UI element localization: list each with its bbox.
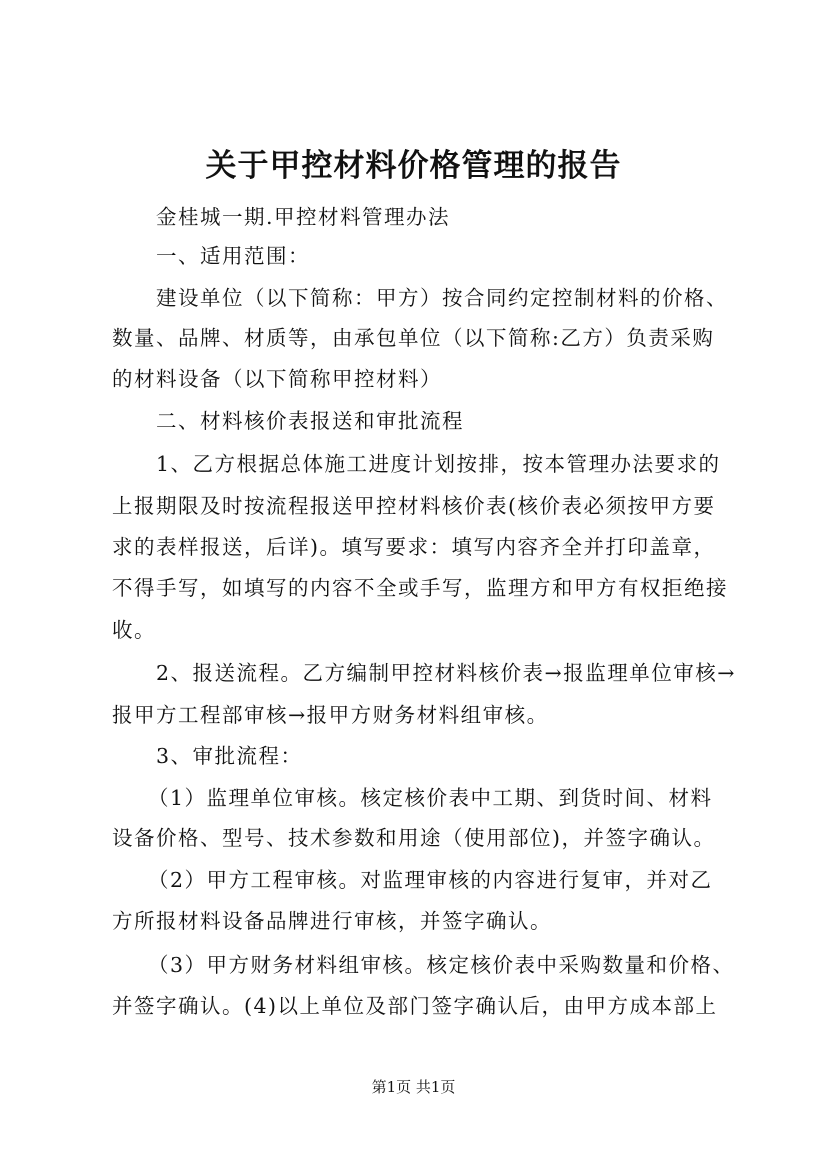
paragraph-line: 报甲方工程部审核→报甲方财务材料组审核。	[112, 703, 549, 727]
section-heading: 二、材料核价表报送和审批流程	[156, 409, 464, 433]
page-number-footer: 第1页 共1页	[371, 1078, 456, 1096]
paragraph-line: （2）甲方工程审核。对监理审核的内容进行复审，并对乙	[148, 868, 713, 892]
paragraph-line: 不得手写，如填写的内容不全或手写，监理方和甲方有权拒绝接	[112, 576, 728, 600]
paragraph-line: 方所报材料设备品牌进行审核，并签字确认。	[112, 909, 552, 933]
paragraph-line: 建设单位（以下简称：甲方）按合同约定控制材料的价格、	[156, 286, 728, 310]
paragraph-line: 并签字确认。(4)以上单位及部门签字确认后，由甲方成本部上	[112, 994, 718, 1018]
paragraph-line: 1、乙方根据总体施工进度计划按排，按本管理办法要求的	[156, 452, 721, 476]
paragraph-line: （1）监理单位审核。核定核价表中工期、到货时间、材料	[148, 786, 713, 810]
paragraph-line: 数量、品牌、材质等，由承包单位（以下简称:乙方）负责采购	[112, 326, 715, 350]
paragraph-line: 金桂城一期.甲控材料管理办法	[156, 205, 451, 229]
paragraph-line: 求的表样报送，后详)。填写要求：填写内容齐全并打印盖章，	[112, 535, 716, 559]
paragraph-line: 的材料设备（以下简称甲控材料）	[112, 367, 442, 391]
section-heading: 一、适用范围：	[156, 244, 310, 268]
document-title: 关于甲控材料价格管理的报告	[205, 148, 622, 184]
paragraph-line: 收。	[112, 618, 156, 642]
paragraph-line: （3）甲方财务材料组审核。核定核价表中采购数量和价格、	[148, 953, 735, 977]
paragraph-line: 上报期限及时按流程报送甲控材料核价表(核价表必须按甲方要	[112, 494, 716, 518]
section-heading: 3、审批流程：	[156, 744, 303, 768]
paragraph-line: 2、报送流程。乙方编制甲控材料核价表→报监理单位审核→	[156, 661, 736, 685]
paragraph-line: 设备价格、型号、技术参数和用途（使用部位)，并签字确认。	[112, 826, 716, 850]
